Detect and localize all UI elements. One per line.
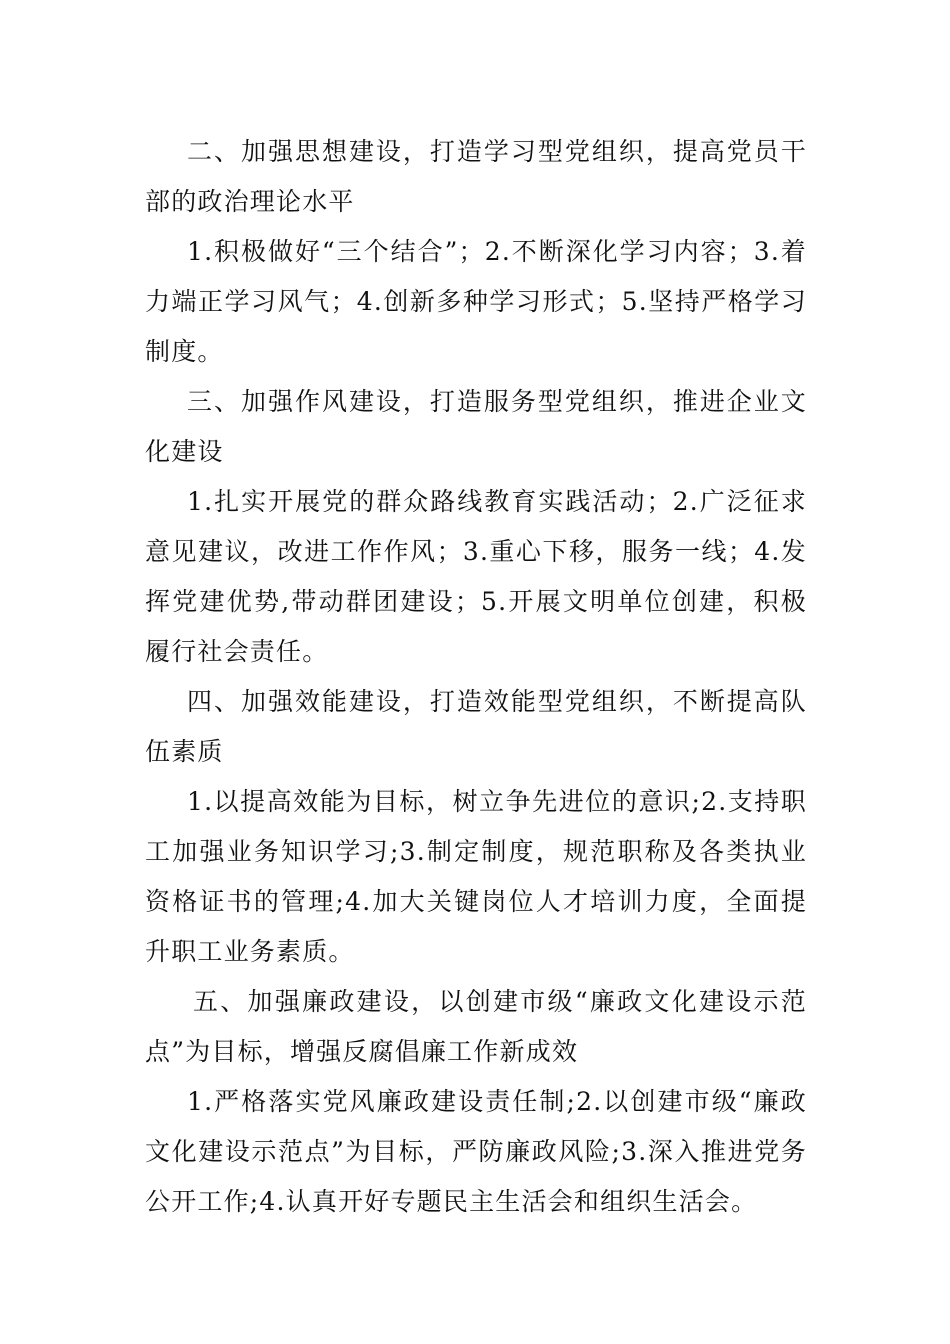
section-heading-3: 三、加强作风建设，打造服务型党组织，推进企业文化建设 [145,387,807,466]
section-heading-2: 二、加强思想建设，打造学习型党组织，提高党员干部的政治理论水平 [145,137,807,216]
section-heading-4: 四、加强效能建设，打造效能型党组织，不断提高队伍素质 [145,687,807,766]
section-body-4: 1.以提高效能为目标，树立争先进位的意识;2.支持职工加强业务知识学习;3.制定制度，规范职称及各类执业资格证书的管理;4.加大关键岗位人才培训力度，全面提升职工业务素质。 [145,787,807,966]
section-body-5: 1.严格落实党风廉政建设责任制;2.以创建市级“廉政文化建设示范点”为目标，严防廉政风险;3.深入推进党务公开工作;4.认真开好专题民主生活会和组织生活会。 [145,1087,807,1216]
section-body-2: 1.积极做好“三个结合”；2.不断深化学习内容；3.着力端正学习风气；4.创新多种学习形式；5.坚持严格学习制度。 [145,237,807,366]
section-heading-5: 五、加强廉政建设，以创建市级“廉政文化建设示范点”为目标，增强反腐倡廉工作新成效 [145,987,807,1066]
document-body [145,127,807,1227]
section-body-3: 1.扎实开展党的群众路线教育实践活动；2.广泛征求意见建议，改进工作作风；3.重心下移，服务一线；4.发挥党建优势,带动群团建设；5.开展文明单位创建，积极履行社会责任。 [145,487,807,666]
